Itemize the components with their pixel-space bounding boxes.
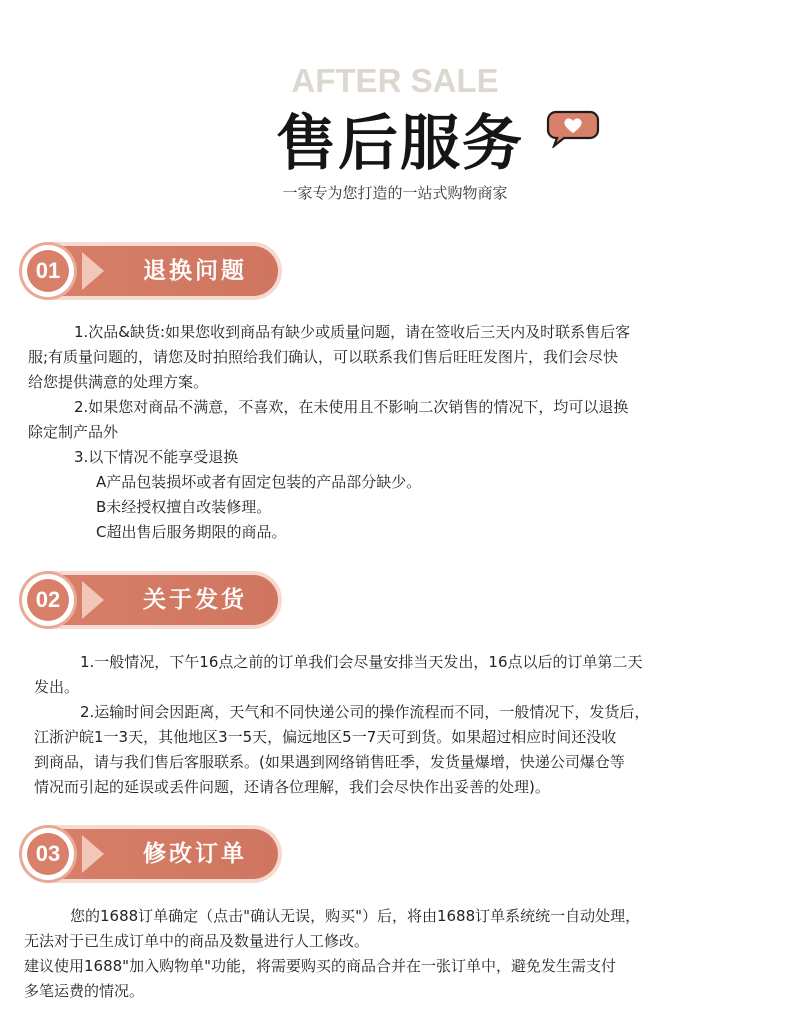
paragraph-line: 服;有质量问题的，请您及时拍照给我们确认，可以联系我们售后旺旺发图片，我们会尽快 bbox=[28, 348, 619, 366]
page-title: 售后服务 bbox=[276, 109, 524, 179]
paragraph-line: 江浙沪皖1一3天，其他地区3一5天，偏远地区5一7天可到货。如果超过相应时间还没收 bbox=[34, 728, 617, 746]
section-title: 关于发货 bbox=[143, 587, 247, 613]
paragraph-line: 1.次品&缺货:如果您收到商品有缺少或质量问题，请在签收后三天内及时联系售后客 bbox=[74, 323, 631, 341]
section-header-returns bbox=[20, 242, 282, 300]
list-item: B未经授权擅自改装修理。 bbox=[96, 498, 272, 516]
list-item: C超出售后服务期限的商品。 bbox=[96, 523, 287, 541]
english-title: AFTER SALE bbox=[291, 62, 499, 99]
paragraph-line: 发出。 bbox=[34, 678, 80, 696]
page-header bbox=[0, 0, 790, 220]
section-number: 02 bbox=[35, 587, 61, 612]
paragraph-line: 3.以下情况不能享受退换 bbox=[74, 448, 239, 466]
page-subtitle: 一家专为您打造的一站式购物商家 bbox=[282, 184, 508, 202]
section-title: 修改订单 bbox=[143, 841, 247, 867]
section-number-badge bbox=[22, 245, 74, 297]
paragraph-line: 给您提供满意的处理方案。 bbox=[28, 373, 209, 391]
list-item: A产品包装损坏或者有固定包装的产品部分缺少。 bbox=[96, 473, 422, 491]
paragraph-line: 除定制产品外 bbox=[28, 423, 119, 441]
paragraph-line: 2.运输时间会因距离，天气和不同快递公司的操作流程而不同，一般情况下，发货后， bbox=[80, 703, 650, 721]
paragraph-line: 情况而引起的延误或丢件问题，还请各位理解，我们会尽快作出妥善的处理)。 bbox=[34, 778, 550, 796]
paragraph-line: 您的1688订单确定（点击"确认无误，购买"）后，将由1688订单系统统一自动处理， bbox=[70, 907, 641, 925]
paragraph-line: 1.一般情况，下午16点之前的订单我们会尽量安排当天发出，16点以后的订单第二天 bbox=[80, 653, 643, 671]
paragraph-line: 多笔运费的情况。 bbox=[24, 982, 145, 1000]
paragraph-line: 无法对于已生成订单中的商品及数量进行人工修改。 bbox=[24, 932, 370, 950]
chevron-right-icon bbox=[82, 835, 104, 873]
paragraph-line: 2.如果您对商品不满意，不喜欢，在未使用且不影响二次销售的情况下，均可以退换 bbox=[74, 398, 629, 416]
section-title: 退换问题 bbox=[143, 258, 247, 284]
section-header-shipping bbox=[20, 571, 282, 629]
section-number-badge bbox=[22, 574, 74, 626]
heart-speech-bubble-icon bbox=[546, 108, 600, 148]
section-number: 01 bbox=[35, 258, 61, 283]
chevron-right-icon bbox=[82, 252, 104, 290]
paragraph-line: 到商品，请与我们售后客服联系。(如果遇到网络销售旺季，发货量爆增，快递公司爆仓等 bbox=[34, 753, 625, 771]
paragraph-line: 建议使用1688"加入购物单"功能，将需要购买的商品合并在一张订单中，避免发生需支付 bbox=[24, 957, 616, 975]
section-number-badge bbox=[22, 828, 74, 880]
section-number: 03 bbox=[35, 841, 61, 866]
section-header-modify-order bbox=[20, 825, 282, 883]
chevron-right-icon bbox=[82, 581, 104, 619]
